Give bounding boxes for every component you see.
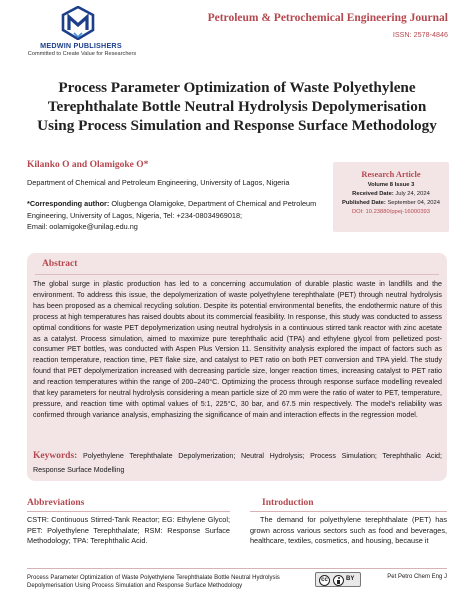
article-title: Process Parameter Optimization of Waste Polyethylene Terephthalate Bottle Neutral Hydrolysis Depolymerisation Using Process Simulation and Response Surface Methodology bbox=[37, 79, 437, 134]
license-by: BY bbox=[346, 576, 355, 582]
attribution-icon bbox=[333, 575, 344, 586]
article-type: Research Article bbox=[361, 170, 421, 179]
abbreviations-heading: Abbreviations bbox=[27, 498, 85, 508]
volume-issue: Volume 8 Issue 3 bbox=[367, 182, 415, 188]
journal-title[interactable]: Petroleum & Petrochemical Engineering Journal bbox=[207, 12, 448, 24]
publisher-name: MEDWIN PUBLISHERS bbox=[40, 41, 122, 50]
abbreviations-text: CSTR: Continuous Stirred-Tank Reactor; EG: Ethylene Glycol; PET: Polyethylene Terephthalate; RSM: Response Surface Methodology; TPA: Terephthalic Acid. bbox=[27, 515, 230, 546]
introduction-rule bbox=[250, 511, 447, 512]
corresponding-details: Olugbenga Olamigoke, Department of Chemical and Petroleum Engineering, University of Lagos, Nigeria, Tel: +234-08034969018; bbox=[27, 199, 317, 220]
journal-issn: ISSN: 2578-4846 bbox=[392, 30, 448, 39]
author-email[interactable]: Email: oolamigoke@unilag.edu.ng bbox=[27, 222, 138, 231]
corresponding-label: *Corresponding author: bbox=[27, 199, 110, 208]
page-header bbox=[0, 0, 474, 62]
affiliation: Department of Chemical and Petroleum Engineering, University of Lagos, Nigeria bbox=[27, 178, 290, 187]
introduction-text: The demand for polyethylene terephthalate (PET) has grown across various sectors such as food and beverages, healthcare, textiles, cosmetics, and housing, because it bbox=[250, 515, 447, 546]
corresponding-author bbox=[27, 198, 317, 233]
published-date: Published Date: September 04, 2024 bbox=[342, 200, 440, 206]
keywords-text: Polyethylene Terephthalate Depolymerization; Neutral Hydrolysis; Process Simulation; Terephthalic Acid; Response Surface Modelling bbox=[33, 452, 442, 474]
abstract-text: The global surge in plastic production has led to a concerning accumulation of durable plastic waste in landfills and the environment. To address this issue, the depolymerization of waste polyethylene terephthalate (PET) through neutral hydrolysis has been proposed as a chemical recycling solution. Despite its potential environmental benefits, the endothermic nature of this process at high temperatures has raised doubts about its commercial feasibility. In response, this study was conducted to assess optimal conditions for waste PET depolymerization using neutral hydrolysis in a continuous stirred tank reactor with zinc acetate as a catalyst. Process simulation, aimed to maximize pure terephthalic acid (TPA) and ethylene glycol from pelletized post-consumer PET bottles, was conducted with Aspen Plus Version 11. Sensitivity analysis explored the impact of factors such as reaction temperature, reaction time, PET flake size, and catalyst to PET ratio on both PET conversion and TPA yield. The study found that PET depolymerization increased with decreasing particle size, longer reaction times, increasing catalyst to PET ratio and reaction temperatures within the range of 200–240°C. Optimizing the process through response surface modelling revealed that key parameters for neutral hydrolysis considering a mean particle size of 20 mm were the ratio of water to PET, temperature, pressure, and reaction time with optimal values of 5:1, 225°C, 30 bar, and 67.5 min respectively. The model's reliability was confirmed through variance analysis, emphasizing the significance of main and interaction effects in the regression model. bbox=[33, 280, 442, 419]
cc-icon: cc bbox=[319, 575, 330, 586]
received-date: Received Date: July 24, 2024 bbox=[352, 191, 430, 197]
article-info-box bbox=[333, 162, 449, 232]
doi-link[interactable]: DOI: 10.23880/ppej-16000393 bbox=[352, 209, 430, 215]
publisher-tagline: Committed to Create Value for Researchers bbox=[27, 51, 137, 57]
author-list: Kilanko O and Olamigoke O* bbox=[27, 160, 149, 170]
introduction-heading: Introduction bbox=[262, 498, 314, 508]
cc-license-badge[interactable] bbox=[315, 572, 361, 587]
footer-journal: Pet Petro Chem Eng J bbox=[387, 574, 447, 580]
abstract-divider bbox=[35, 274, 439, 275]
abstract-panel bbox=[27, 253, 447, 481]
keywords-label: Keywords: bbox=[33, 451, 78, 461]
abbreviations-rule bbox=[27, 511, 230, 512]
footer-rule bbox=[27, 568, 447, 569]
abstract-heading: Abstract bbox=[42, 259, 78, 269]
medwin-logo-icon bbox=[60, 6, 96, 40]
keywords bbox=[33, 448, 442, 476]
footer-citation: Process Parameter Optimization of Waste Polyethylene Terephthalate Bottle Neutral Hydrolysis Depolymerisation Using Process Simulation and Response Surface Methodology bbox=[27, 575, 280, 590]
